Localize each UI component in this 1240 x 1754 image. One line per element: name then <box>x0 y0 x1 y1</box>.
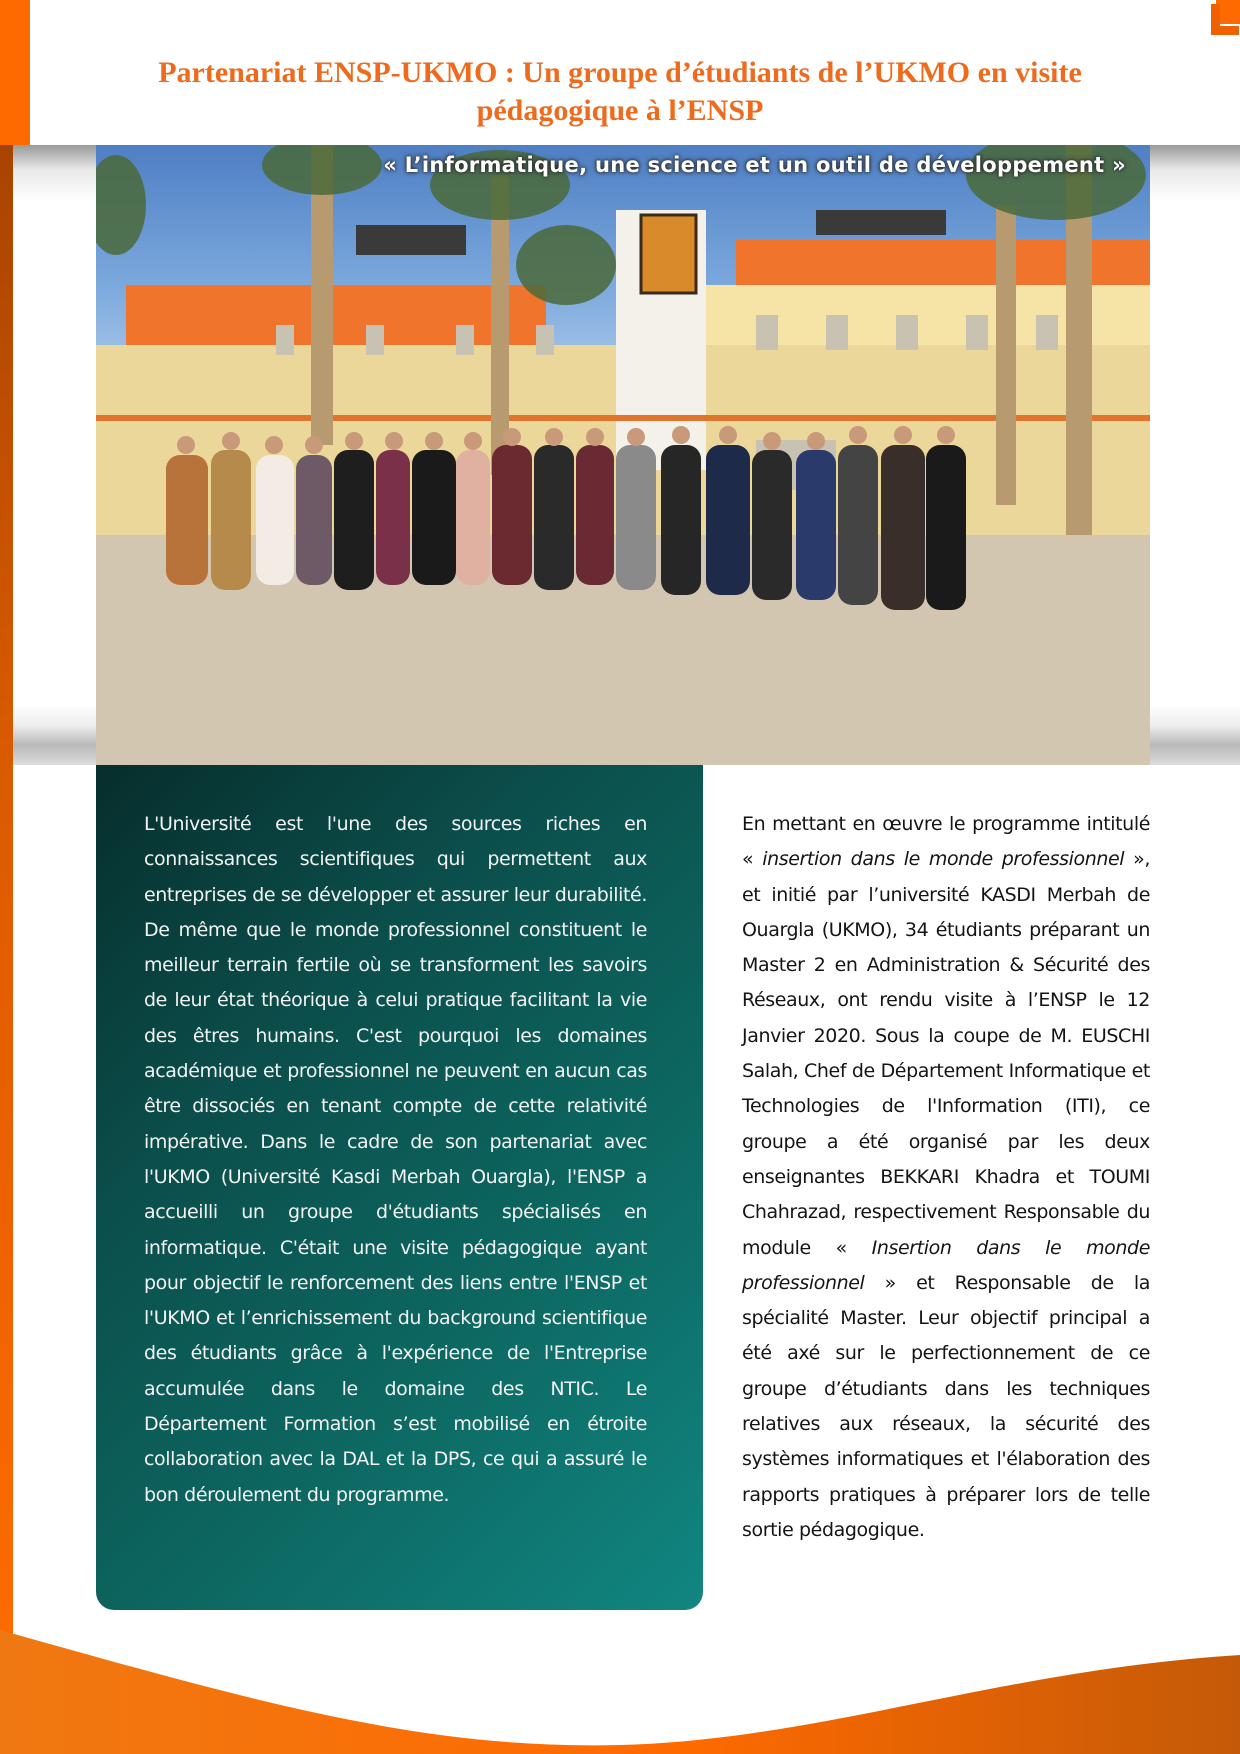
left-accent-bar-top <box>0 0 30 145</box>
photo-caption: « L’informatique, une science et un outil de développement » <box>383 153 1126 177</box>
body-text-1: En mettant en œuvre le programme intitulé « <box>742 813 1150 871</box>
footer-wave <box>0 1630 1240 1754</box>
program-name-italic: insertion dans le monde professionnel <box>762 848 1125 871</box>
body-text-3: » et Responsable de la spécialité Master. Leur objectif principal a été axé sur le perfectionnement de ce groupe d’étudiants dans les techniques relatives aux réseaux, la sécurité des systèmes informatiques et l'élaboration des rapports pratiques à préparer lors de telle sortie pédagogique. <box>742 1271 1150 1541</box>
module-name-italic: Insertion dans le monde professionnel <box>742 1236 1150 1294</box>
intro-paragraph: L'Université est l'une des sources riches en connaissances scientifiques qui permettent aux entreprises de se développer et assurer leur durabilité. De même que le monde professionnel constituent le meilleur terrain fertile où se transforment les savoirs de leur état théorique à celui pratique facilitant la vie des êtres humains. C'est pourquoi les domaines académique et professionnel ne peuvent en aucun cas être dissociés en tenant compte de cette relativité impérative. Dans le cadre de son partenariat avec l'UKMO (Université Kasdi Merbah Ouargla), l'ENSP a accueilli un groupe d'étudiants spécialisés en informatique. C'était une visite pédagogique ayant pour objectif le renforcement des liens entre l'ENSP et l'UKMO et l’enrichissement du background scientifique des étudiants grâce à l'expérience de l'Entreprise accumulée dans le domaine des NTIC. Le Département Formation s’est mobilisé en étroite collaboration avec la DAL et la DPS, ce qui a assuré le bon déroulement du programme. <box>144 813 647 1506</box>
page-title: Partenariat ENSP-UKMO : Un groupe d’étudiants de l’UKMO en visite pédagogique à l’ENSP <box>158 56 1082 128</box>
group-photo <box>96 145 1150 765</box>
corner-logo-icon <box>1206 0 1240 36</box>
photo-illustration <box>96 145 1150 765</box>
body-text-2: », et initié par l’université KASDI Merbah de Ouargla (UKMO), 34 étudiants préparant un Master 2 en Administration & Sécurité des Réseaux, ont rendu visite à l’ENSP le 12 Janvier 2020. Sous la coupe de M. EUSCHI Salah, Chef de Département Informatique et Technologies de l'Information (ITI), ce groupe a été organisé par les deux enseignantes BEKKARI Khadra et TOUMI Chahrazad, respectivement Responsable du module « <box>742 848 1150 1259</box>
left-accent-bar <box>0 145 13 1645</box>
body-paragraph <box>742 807 1150 1548</box>
